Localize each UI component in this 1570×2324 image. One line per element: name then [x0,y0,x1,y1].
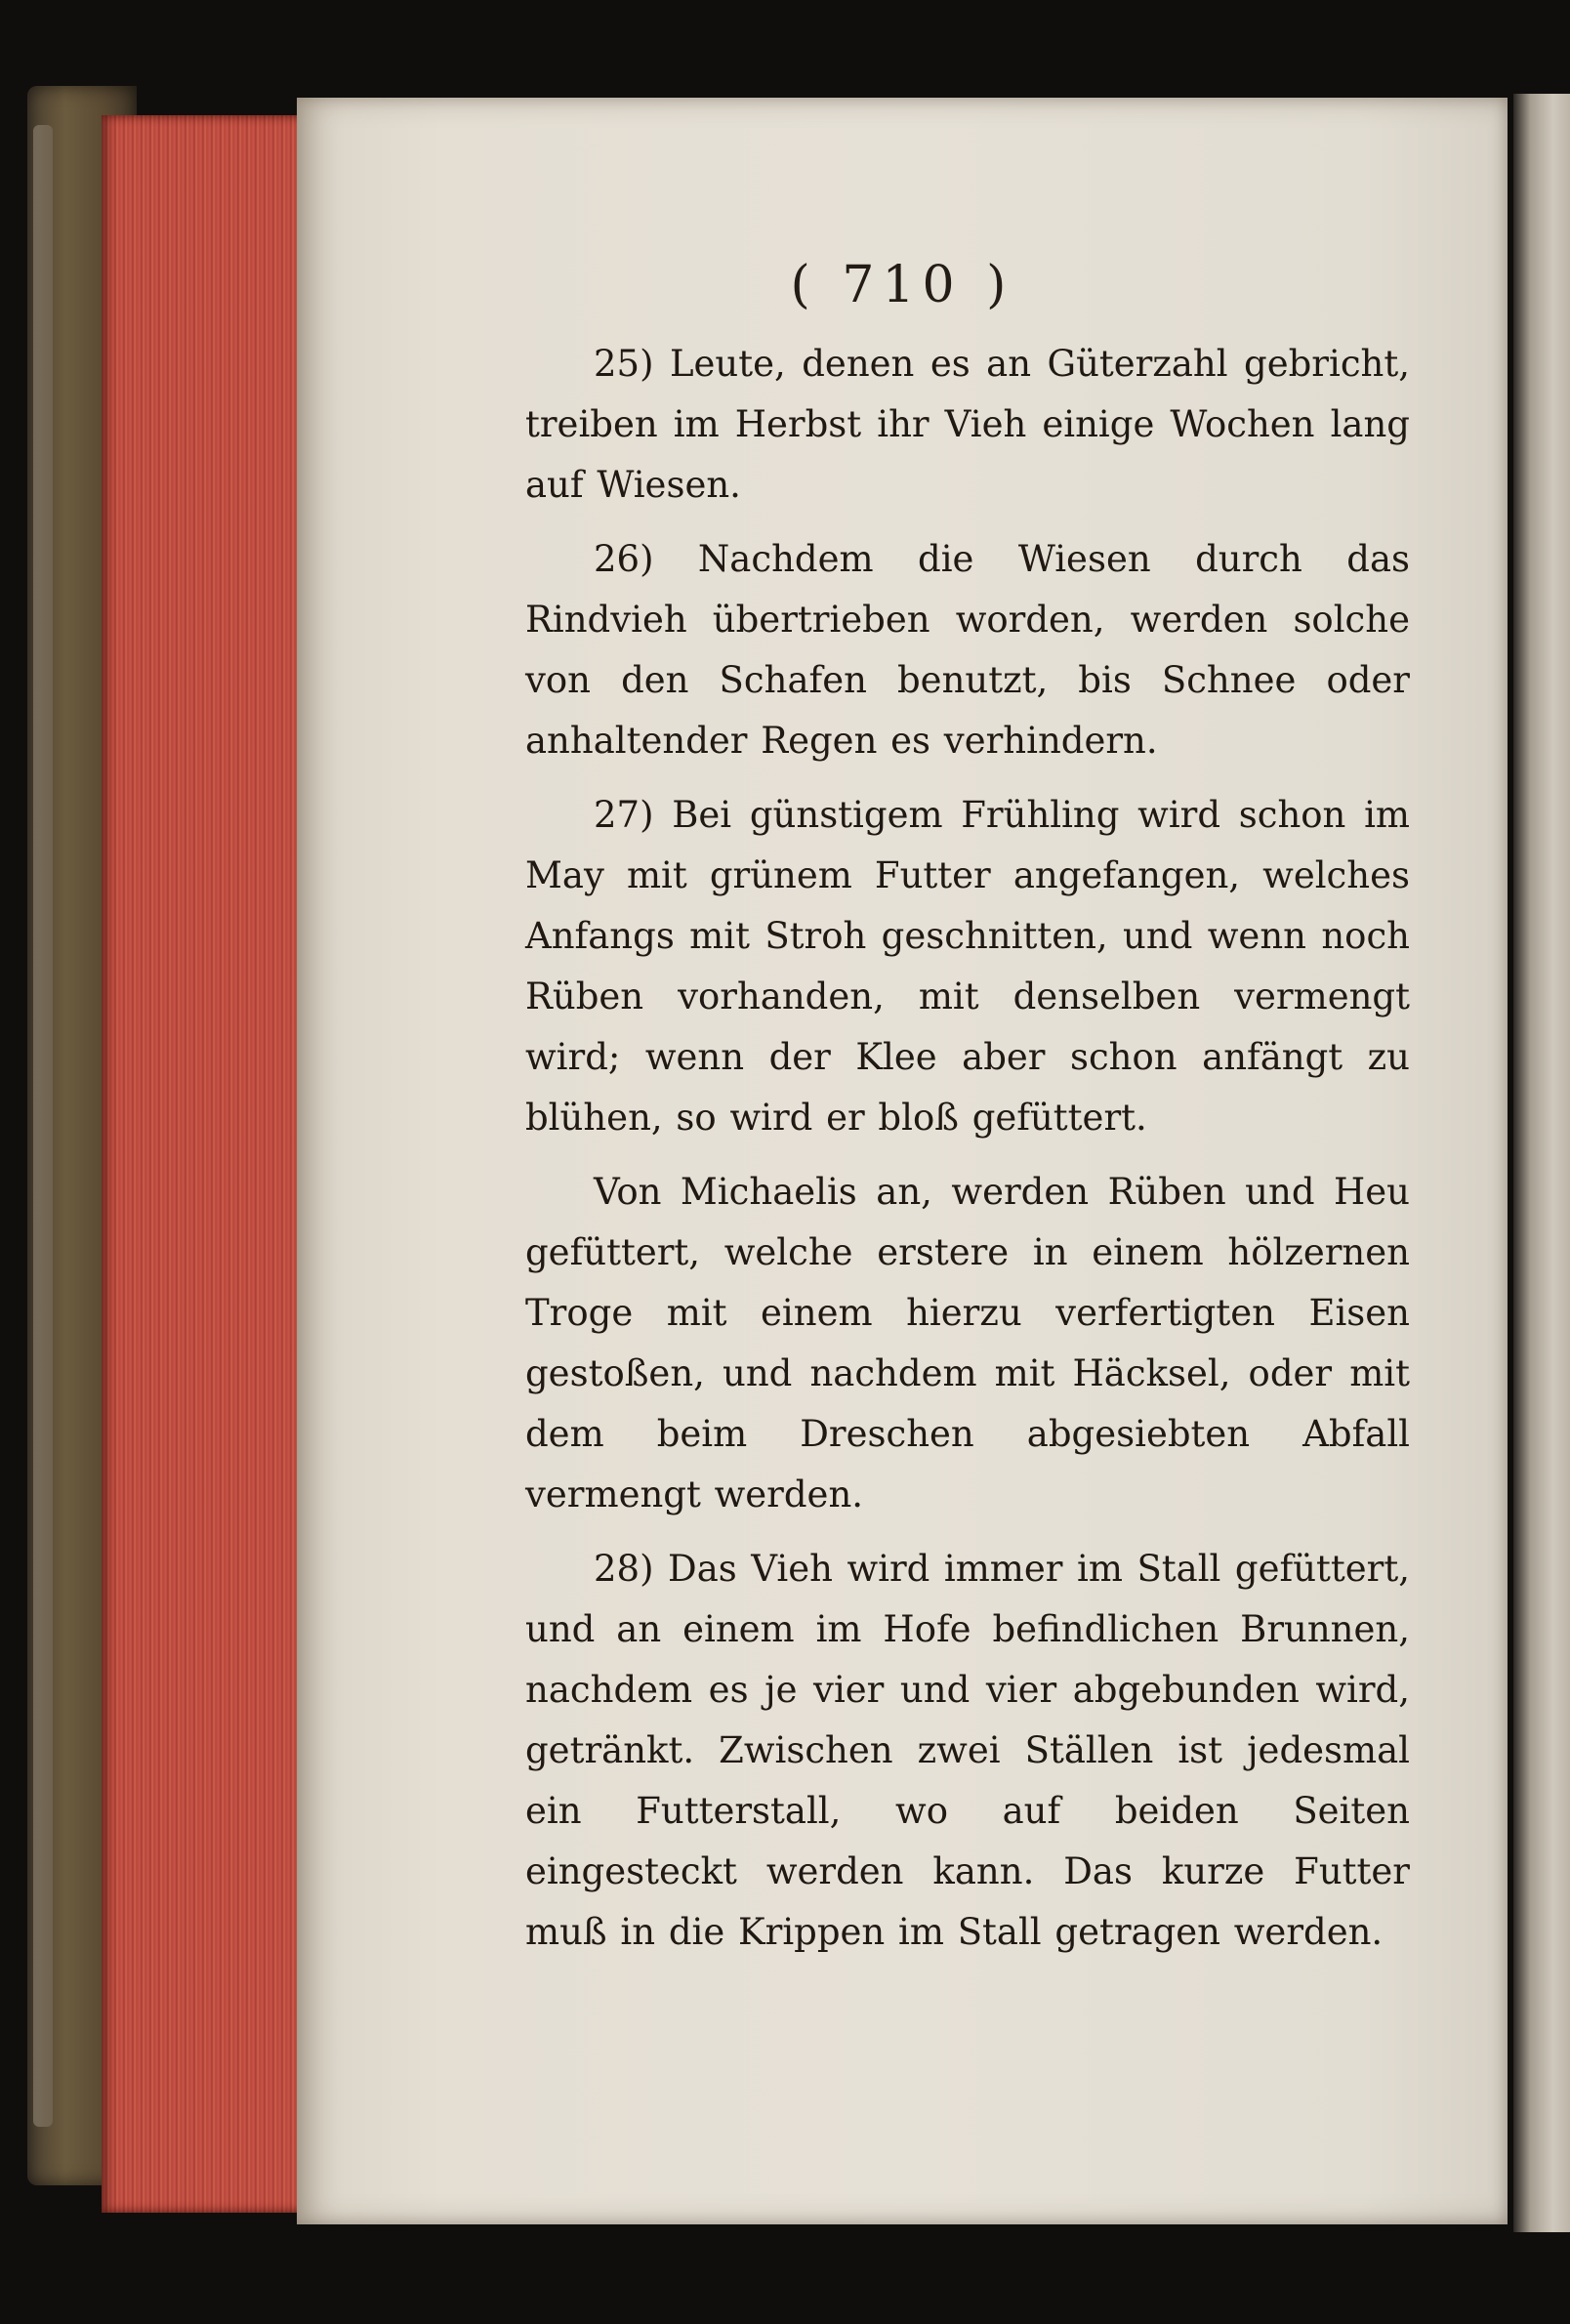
paragraph-27: 27) Bei günstigem Frühling wird schon im May mit grünem Futter angefangen, welches Anfangs mit Stroh geschnitten, und wenn noch Rüben vorhanden, mit denselben vermengt wird; wenn der Klee aber schon anfängt zu blühen, so wird er bloß gefüttert. [525,794,1410,1139]
paragraph-26: 26) Nachdem die Wiesen durch das Rindvieh übertrieben worden, werden solche von den Schafen benutzt, bis Schnee oder anhaltender Regen es verhindern. [525,538,1410,762]
paragraph-25: 25) Leute, denen es an Güterzahl gebricht, treiben im Herbst ihr Vieh einige Wochen lang auf Wiesen. [525,343,1410,506]
adjacent-page-edge [1513,94,1570,2232]
paragraph-michaelis: Von Michaelis an, werden Rüben und Heu gefüttert, welche erstere in einem hölzernen Troge mit einem hierzu verfertigten Eisen gestoßen, und nachdem mit Häcksel, oder mit dem beim Dreschen abgesiebten Abfall vermengt werden. [525,1171,1410,1515]
red-page-edges [102,115,310,2213]
paragraph-28: 28) Das Vieh wird immer im Stall gefüttert, und an einem im Hofe befindlichen Brunnen, nachdem es je vier und vier abgebunden wird, getränkt. Zwischen zwei Ställen ist jedesmal ein Futterstall, wo auf beiden Seiten eingesteckt werden kann. Das kurze Futter muß in die Krippen im Stall getragen werden. [525,1548,1410,1953]
page-text [525,334,1410,1976]
page-number: ( 710 ) [790,256,1014,314]
